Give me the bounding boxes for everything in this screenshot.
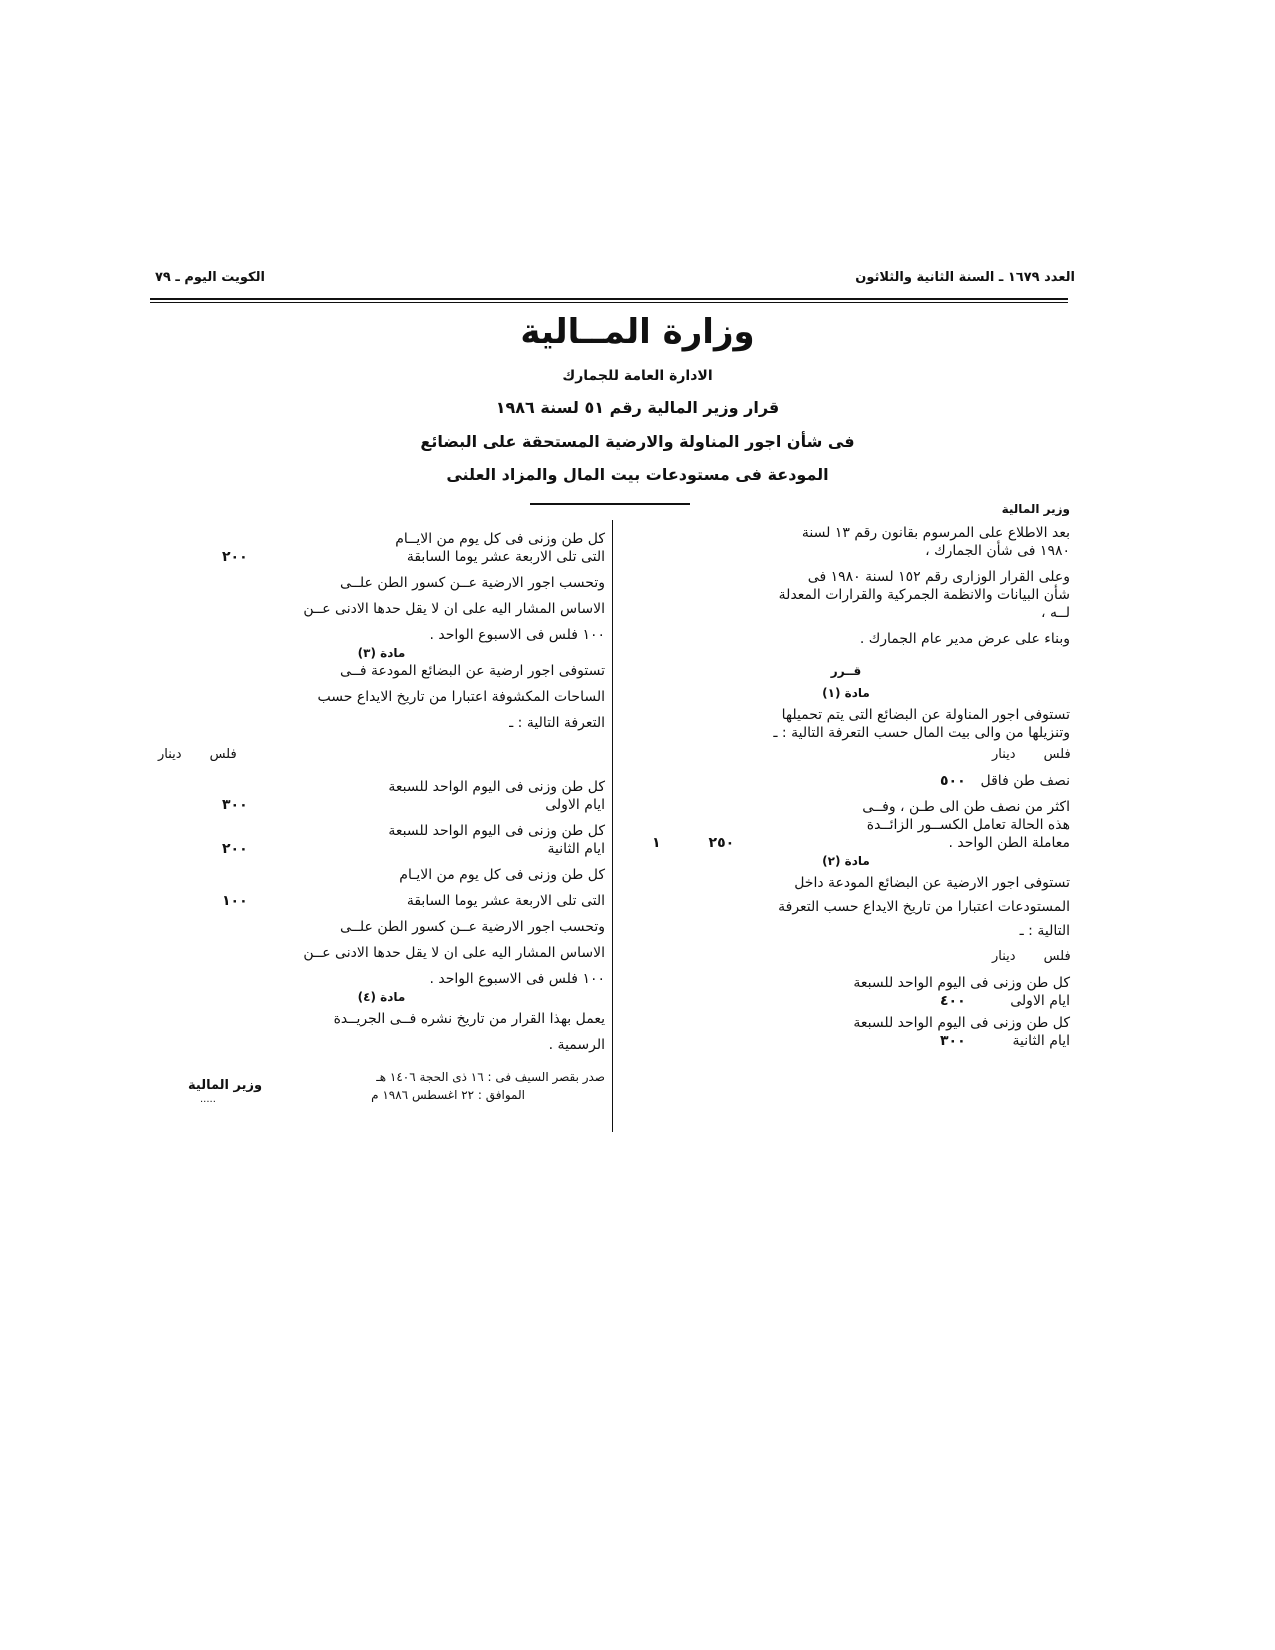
ministry-title: وزارة المــالية	[520, 312, 755, 352]
decree-title: قرار وزير المالية رقم ٥١ لسنة ١٩٨٦	[495, 398, 780, 417]
article-text: تستوفى اجور ارضية عن البضائع المودعة فــى	[340, 663, 605, 679]
tariff-row	[622, 1032, 1070, 1050]
signature-placeholder: .....	[200, 1094, 216, 1105]
tariff-row	[158, 796, 605, 814]
fils-label: فلس	[1043, 747, 1071, 762]
tariff-fils: ٢٠٠	[222, 549, 248, 565]
preamble-text: ١٩٨٠ فى شأن الجمارك ،	[925, 543, 1070, 559]
article-text: الاساس المشار اليه على ان لا يقل حدها الادنى عــن	[303, 601, 605, 617]
preamble-text: وعلى القرار الوزارى رقم ١٥٢ لسنة ١٩٨٠ فى	[807, 569, 1070, 585]
tariff-label: كل طن وزنى فى اليوم الواحد للسبعة	[853, 1015, 1070, 1031]
issued-date-gregorian: الموافق : ٢٢ اغسطس ١٩٨٦ م	[371, 1088, 525, 1102]
tariff-fils: ١٠٠	[222, 893, 248, 909]
column-divider	[612, 520, 613, 1132]
decides-heading: قــرر	[830, 664, 862, 678]
page-header: الكويت اليوم ـ ٧٩	[155, 270, 265, 285]
header-rule	[150, 298, 1068, 300]
tariff-fils: ٢٠٠	[222, 841, 248, 857]
tariff-row	[622, 992, 1070, 1010]
left-column	[158, 530, 605, 1104]
article-text: الساحات المكشوفة اعتبارا من تاريخ الايداع حسب	[317, 689, 605, 705]
tariff-label: ايام الاولى	[1010, 993, 1070, 1009]
dinar-label: دينار	[992, 949, 1016, 964]
article-text: التعرفة التالية : ـ	[509, 715, 605, 731]
tariff-row	[622, 834, 1070, 852]
article-text: وتحسب اجور الارضية عــن كسور الطن علــى	[340, 919, 605, 935]
tariff-label: ايام الثانية	[1012, 1033, 1070, 1049]
tariff-fils: ٤٠٠	[940, 993, 966, 1009]
article-text: ١٠٠ فلس فى الاسبوع الواحد .	[429, 627, 605, 643]
decree-subject-line2: المودعة فى مستودعات بيت المال والمزاد العلنى	[446, 465, 829, 484]
tariff-label: كل طن وزنى فى اليوم الواحد للسبعة	[388, 823, 605, 839]
article-heading: مادة (٣)	[357, 646, 406, 660]
tariff-fils: ٣٠٠	[940, 1033, 966, 1049]
preamble-text: بعد الاطلاع على المرسوم بقانون رقم ١٣ لسنة	[801, 525, 1070, 541]
fils-label: فلس	[209, 747, 237, 762]
article-text: تستوفى اجور المناولة عن البضائع التى يتم تحميلها	[781, 707, 1070, 723]
header-rule-thin	[150, 302, 1068, 303]
tariff-label: اكثر من نصف طن الى طـن ، وفــى	[862, 799, 1070, 815]
tariff-label: ايام الثانية	[547, 841, 605, 857]
preamble-text: شأن البيانات والانظمة الجمركية والقرارات المعدلة	[778, 587, 1070, 603]
article-heading: مادة (٢)	[822, 854, 870, 868]
decree-subject-line1: فى شأن اجور المناولة والارضية المستحقة على البضائع	[420, 432, 855, 451]
tariff-label: كل طن وزنى فى اليوم الواحد للسبعة	[388, 779, 605, 795]
department-title: الادارة العامة للجمارك	[562, 368, 713, 384]
tariff-row	[622, 772, 1070, 790]
tariff-units-header	[622, 746, 1070, 764]
article-text: ١٠٠ فلس فى الاسبوع الواحد .	[429, 971, 605, 987]
tariff-units-header	[622, 948, 1070, 966]
tariff-dinar: ١	[652, 835, 661, 851]
article-text: الرسمية .	[548, 1037, 605, 1053]
tariff-row	[158, 892, 605, 910]
article-text: وتحسب اجور الارضية عــن كسور الطن علــى	[340, 575, 605, 591]
right-column	[622, 500, 1070, 1050]
fils-label: فلس	[1043, 949, 1071, 964]
tariff-label: التى تلى الاربعة عشر يوما السابقة	[406, 893, 605, 909]
preamble-text: وبناء على عرض مدير عام الجمارك .	[859, 631, 1070, 647]
tariff-row	[158, 548, 605, 566]
tariff-label: هذه الحالة تعامل الكســور الزائــدة	[866, 817, 1070, 833]
dinar-label: دينار	[158, 747, 182, 762]
tariff-units-header	[158, 746, 605, 764]
dinar-label: دينار	[992, 747, 1016, 762]
tariff-fils: ٢٥٠	[708, 835, 735, 851]
tariff-label: نصف طن فاقل	[980, 773, 1070, 789]
tariff-label: كل طن وزنى فى كل يوم من الايـام	[399, 867, 605, 883]
signature-title: وزير المالية	[188, 1078, 263, 1093]
tariff-fils: ٣٠٠	[222, 797, 248, 813]
article-text: تستوفى اجور الارضية عن البضائع المودعة داخل	[794, 875, 1070, 891]
article-heading: مادة (٤)	[357, 990, 406, 1004]
preamble-text: لــه ،	[1041, 605, 1070, 621]
article-text: المستودعات اعتبارا من تاريخ الايداع حسب التعرفة	[778, 899, 1070, 915]
minister-label: وزير المالية	[1001, 502, 1070, 516]
article-text: وتنزيلها من والى بيت المال حسب التعرفة التالية : ـ	[773, 725, 1070, 741]
tariff-row	[158, 840, 605, 858]
article-text: التالية : ـ	[1019, 923, 1070, 939]
tariff-label: ايام الاولى	[545, 797, 605, 813]
article-text: الاساس المشار اليه على ان لا يقل حدها الادنى عــن	[303, 945, 605, 961]
tariff-label: كل طن وزنى فى اليوم الواحد للسبعة	[853, 975, 1070, 991]
tariff-label: معاملة الطن الواحد .	[948, 835, 1070, 851]
article-heading: مادة (١)	[822, 686, 870, 700]
article-text: يعمل بهذا القرار من تاريخ نشره فــى الجريــدة	[333, 1011, 605, 1027]
tariff-fils: ٥٠٠	[940, 773, 966, 789]
tariff-label: التى تلى الاربعة عشر يوما السابقة	[406, 549, 605, 565]
issue-header: العدد ١٦٧٩ ـ السنة الثانية والثلاثون	[855, 270, 1075, 285]
tariff-label: كل طن وزنى فى كل يوم من الايــام	[395, 531, 605, 547]
issued-date: صدر بقصر السيف فى : ١٦ ذى الحجة ١٤٠٦ هـ	[376, 1070, 605, 1084]
